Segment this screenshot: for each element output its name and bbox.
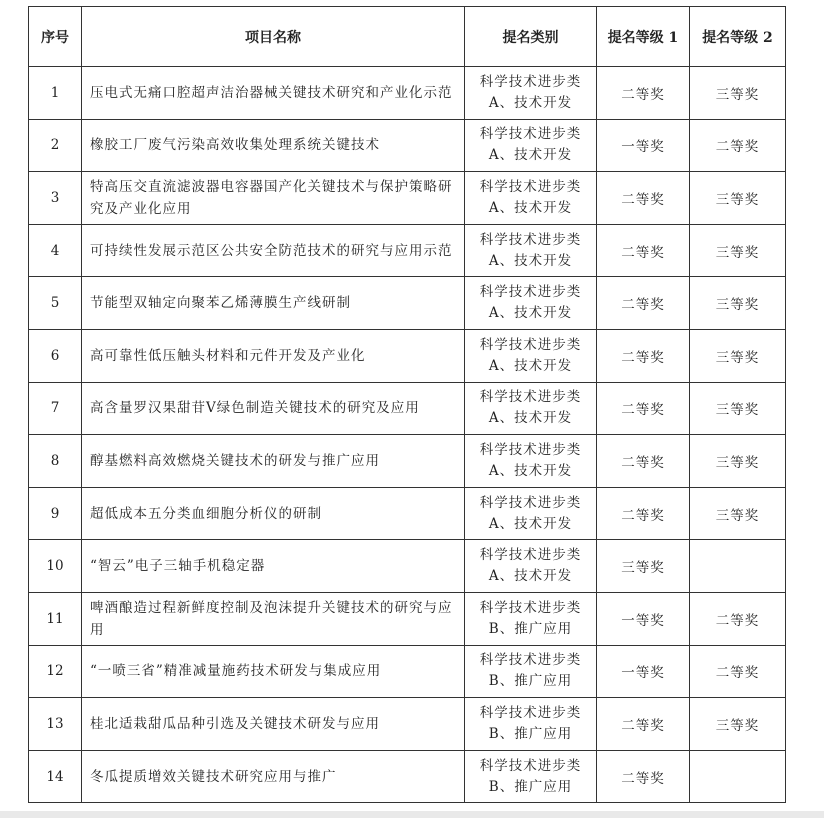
row-category-line-1: 科学技术进步类 [479,547,582,564]
row-index: 13 [29,698,82,751]
row-category [465,67,597,120]
row-level-2: 三等奖 [690,698,786,751]
row-level-1: 一等奖 [597,592,690,645]
row-index: 10 [29,540,82,593]
row-level-1: 二等奖 [597,750,690,803]
row-category [465,645,597,698]
row-category-line-1: 科学技术进步类 [479,284,582,301]
row-level-2: 二等奖 [690,592,786,645]
row-category-line-2: A、技术开发 [488,462,573,479]
row-index: 6 [29,329,82,382]
row-level-1: 二等奖 [597,329,690,382]
row-project-name: “智云”电子三轴手机稳定器 [82,540,465,593]
row-index: 14 [29,750,82,803]
row-level-2: 二等奖 [690,119,786,172]
table-row [29,540,786,593]
row-category-line-1: 科学技术进步类 [479,336,582,353]
row-project-name: 高含量罗汉果甜苷V绿色制造关键技术的研究及应用 [82,382,465,435]
row-project-name: 橡胶工厂废气污染高效收集处理系统关键技术 [82,119,465,172]
row-index: 12 [29,645,82,698]
table-row [29,119,786,172]
table-row [29,172,786,225]
row-index: 7 [29,382,82,435]
row-project-name: “一喷三省”精准减量施药技术研发与集成应用 [82,645,465,698]
table-row [29,382,786,435]
row-level-2: 三等奖 [690,277,786,330]
row-category [465,172,597,225]
row-category-line-2: A、技术开发 [488,410,573,427]
row-category-line-2: A、技术开发 [488,357,573,374]
row-category [465,487,597,540]
row-category [465,750,597,803]
row-category-line-1: 科学技术进步类 [479,494,582,511]
row-level-2: 三等奖 [690,329,786,382]
row-index: 5 [29,277,82,330]
row-project-name: 压电式无痛口腔超声洁治器械关键技术研究和产业化示范 [82,67,465,120]
table-row [29,67,786,120]
row-category [465,329,597,382]
row-category-line-1: 科学技术进步类 [479,231,582,248]
row-category-line-1: 科学技术进步类 [479,389,582,406]
row-level-1: 二等奖 [597,277,690,330]
row-category-line-1: 科学技术进步类 [479,652,582,669]
row-level-1: 二等奖 [597,224,690,277]
row-level-2: 二等奖 [690,645,786,698]
row-category-line-1: 科学技术进步类 [479,178,582,195]
row-level-1: 二等奖 [597,67,690,120]
row-category [465,540,597,593]
row-level-2 [690,540,786,593]
row-category-line-2: B、推广应用 [488,620,573,637]
row-index: 2 [29,119,82,172]
row-level-1: 二等奖 [597,435,690,488]
row-project-name: 醇基燃料高效燃烧关键技术的研发与推广应用 [82,435,465,488]
row-category-line-1: 科学技术进步类 [479,599,582,616]
row-category-line-1: 科学技术进步类 [479,757,582,774]
row-category-line-2: B、推广应用 [488,673,573,690]
header-category: 提名类别 [465,7,597,67]
row-index: 8 [29,435,82,488]
table-row [29,487,786,540]
row-category-line-1: 科学技术进步类 [479,73,582,90]
nomination-table [28,6,786,803]
row-category-line-1: 科学技术进步类 [479,704,582,721]
row-project-name: 冬瓜提质增效关键技术研究应用与推广 [82,750,465,803]
row-index: 3 [29,172,82,225]
row-level-2 [690,750,786,803]
row-category-line-2: A、技术开发 [488,147,573,164]
row-level-1: 二等奖 [597,382,690,435]
row-category-line-2: A、技术开发 [488,252,573,269]
row-level-1: 二等奖 [597,698,690,751]
row-category [465,382,597,435]
row-level-2: 三等奖 [690,487,786,540]
row-index: 1 [29,67,82,120]
row-category [465,224,597,277]
row-level-2: 三等奖 [690,435,786,488]
row-level-2: 三等奖 [690,382,786,435]
row-category [465,698,597,751]
table-body [29,67,786,803]
row-category-line-2: A、技术开发 [488,305,573,322]
row-level-2: 三等奖 [690,172,786,225]
row-level-1: 三等奖 [597,540,690,593]
row-category-line-2: A、技术开发 [488,568,573,585]
table-row [29,592,786,645]
row-level-2: 三等奖 [690,224,786,277]
row-level-2: 三等奖 [690,67,786,120]
table-row [29,435,786,488]
row-project-name: 啤酒酿造过程新鲜度控制及泡沫提升关键技术的研究与应用 [82,592,465,645]
table-header-row [29,7,786,67]
row-category-line-2: A、技术开发 [488,199,573,216]
row-category [465,592,597,645]
header-level-2: 提名等级 2 [690,7,786,67]
row-project-name: 可持续性发展示范区公共安全防范技术的研究与应用示范 [82,224,465,277]
row-category-line-2: A、技术开发 [488,515,573,532]
row-category-line-2: B、推广应用 [488,778,573,795]
row-level-1: 一等奖 [597,645,690,698]
row-category-line-2: B、推广应用 [488,725,573,742]
row-project-name: 高可靠性低压触头材料和元件开发及产业化 [82,329,465,382]
row-project-name: 桂北适栽甜瓜品种引选及关键技术研发与应用 [82,698,465,751]
header-level-1: 提名等级 1 [597,7,690,67]
row-category-line-1: 科学技术进步类 [479,126,582,143]
table-row [29,224,786,277]
table-row [29,750,786,803]
page-bottom-bar [0,811,824,818]
table-row [29,645,786,698]
header-index: 序号 [29,7,82,67]
row-category-line-2: A、技术开发 [488,94,573,111]
row-category [465,119,597,172]
row-level-1: 二等奖 [597,487,690,540]
row-project-name: 特高压交直流滤波器电容器国产化关键技术与保护策略研究及产业化应用 [82,172,465,225]
table-row [29,329,786,382]
row-index: 4 [29,224,82,277]
row-index: 9 [29,487,82,540]
row-category-line-1: 科学技术进步类 [479,441,582,458]
row-category [465,435,597,488]
row-project-name: 超低成本五分类血细胞分析仪的研制 [82,487,465,540]
row-level-1: 二等奖 [597,172,690,225]
table-row [29,698,786,751]
row-level-1: 一等奖 [597,119,690,172]
row-project-name: 节能型双轴定向聚苯乙烯薄膜生产线研制 [82,277,465,330]
row-category [465,277,597,330]
header-project-name: 项目名称 [82,7,465,67]
row-index: 11 [29,592,82,645]
table-row [29,277,786,330]
